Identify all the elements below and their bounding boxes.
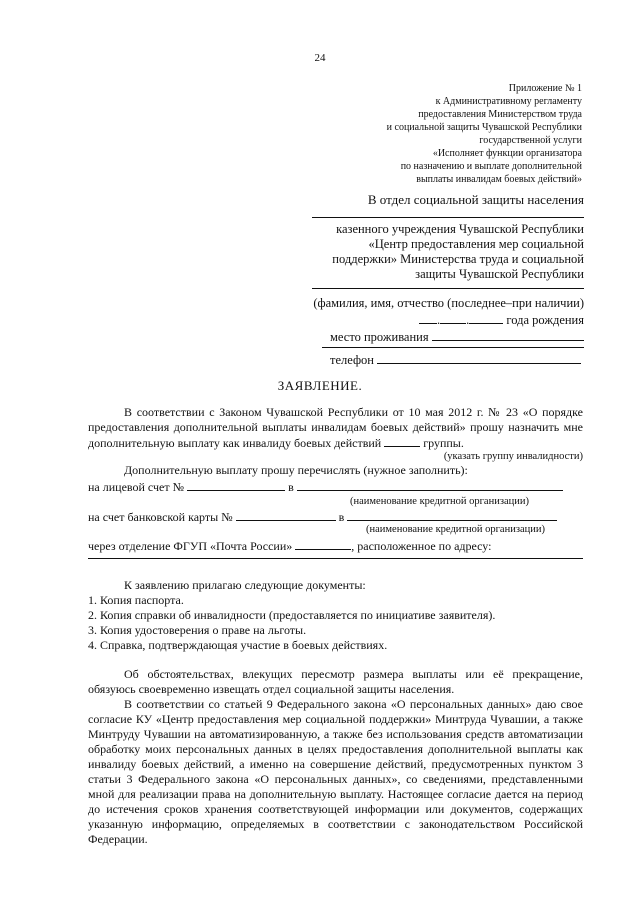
consent-paragraph: В соответствии со статьей 9 Федерального закона «О персональных данных» даю свое согласие КУ «Центр предоставления мер социальной поддержки» Минтруда Чувашии, а также Минтруду Чувашии на автоматизированную, а также без использования средств автоматизации обработку моих персональных данных в целях предоставления дополнительной выплаты как инвалиду боевых действий, а именно на совершение действий, предусмотренных пунктом 3 статьи 3 Федерального закона «О персональных данных», со сведениями, представленными мной для реализации права на дополнительную выплату. Настоящее согласие дается на период до истечения сроков хранения соответствующей информации или документов, содержащих указанную информацию, определяемых в соответствии с законодательством Российской Федерации.: [88, 697, 583, 846]
appendix-line: Приложение № 1: [508, 83, 582, 94]
docs-item: 3. Копия удостоверения о праве на льготы.: [88, 623, 307, 637]
intro-text: В соответствии с Законом Чувашской Республики от 10 мая 2012 г. № 23 «О порядке предоставления дополнительной выплаты инвалидам боевых действий» прошу назначить мне дополнительную выплату как инвалиду боевых действий: [88, 405, 583, 450]
intro-end: группы.: [423, 436, 464, 450]
addressee-dept-blank[interactable]: [312, 203, 584, 218]
group-hint: (указать группу инвалидности): [443, 451, 583, 462]
credit-org-blank[interactable]: [297, 479, 563, 491]
residence-label: место проживания: [330, 330, 429, 344]
address-blank-line[interactable]: [88, 558, 583, 559]
card-number-blank[interactable]: [236, 509, 336, 521]
phone-label: телефон: [330, 353, 374, 367]
disability-group-blank[interactable]: [384, 435, 420, 447]
account-number-blank[interactable]: [187, 479, 285, 491]
appendix-line: выплаты инвалидам боевых действий»: [416, 174, 582, 185]
account-label: на лицевой счет №: [88, 480, 185, 494]
in-word: в: [288, 480, 294, 494]
addressee-org-line: казенного учреждения Чувашской Республики: [336, 222, 584, 236]
addressee-org: [312, 222, 584, 282]
appendix-line: и социальной защиты Чувашской Республики: [386, 122, 582, 133]
document-title: ЗАЯВЛЕНИЕ.: [277, 378, 363, 393]
docs-list: [88, 593, 583, 653]
fio-label: (фамилия, имя, отчество (последнее–при наличии): [313, 296, 584, 310]
docs-item: 1. Копия паспорта.: [88, 593, 184, 607]
birth-row: . . года рождения: [312, 312, 584, 328]
fio-blank[interactable]: [312, 276, 584, 289]
addressee-org-line: поддержки» Министерства труда и социальной: [332, 252, 584, 266]
birth-year-blank[interactable]: [469, 312, 503, 324]
transfer-intro: Дополнительную выплату прошу перечислять (нужное заполнить):: [124, 463, 468, 477]
phone-row: [330, 352, 584, 368]
docs-intro: К заявлению прилагаю следующие документы:: [124, 578, 366, 592]
phone-blank[interactable]: [377, 352, 581, 364]
appendix-header: [282, 82, 582, 186]
appendix-line: к Административному регламенту: [435, 96, 582, 107]
birth-month-blank[interactable]: [440, 312, 466, 324]
birth-label: года рождения: [506, 313, 584, 327]
account-row: [88, 479, 583, 495]
post-row: [88, 538, 583, 554]
page-number: 24: [314, 52, 326, 64]
card-label: на счет банковской карты №: [88, 510, 233, 524]
credit-org-hint-2: (наименование кредитной организации): [366, 524, 545, 535]
residence-blank-2[interactable]: [322, 336, 584, 348]
post-label: через отделение ФГУП «Почта России»: [88, 539, 293, 553]
appendix-line: по назначению и выплате дополнительной: [400, 161, 582, 172]
card-credit-org-blank[interactable]: [347, 509, 557, 521]
docs-item: 4. Справка, подтверждающая участие в боевых действиях.: [88, 638, 388, 652]
intro-paragraph: [88, 405, 583, 451]
appendix-line: государственной услуги: [479, 135, 582, 146]
obligation-paragraph: Об обстоятельствах, влекущих пересмотр размера выплаты или её прекращение, обязуюсь своевременно извещать отдел социальной защиты населения.: [88, 667, 583, 696]
in-word-2: в: [338, 510, 345, 524]
addressee-org-line: «Центр предоставления мер социальной: [368, 237, 584, 251]
appendix-line: «Исполняет функции организатора: [432, 148, 582, 159]
addressee-dept: В отдел социальной защиты населения: [367, 192, 584, 207]
post-end: , расположенное по адресу:: [351, 539, 492, 553]
docs-item: 2. Копия справки об инвалидности (предоставляется по инициативе заявителя).: [88, 608, 496, 622]
post-office-blank[interactable]: [295, 538, 351, 550]
appendix-line: предоставления Министерством труда: [418, 109, 582, 120]
addressee-org-line: защиты Чувашской Республики: [415, 267, 584, 281]
birth-day-blank[interactable]: [419, 312, 437, 324]
credit-org-hint: (наименование кредитной организации): [350, 496, 529, 507]
